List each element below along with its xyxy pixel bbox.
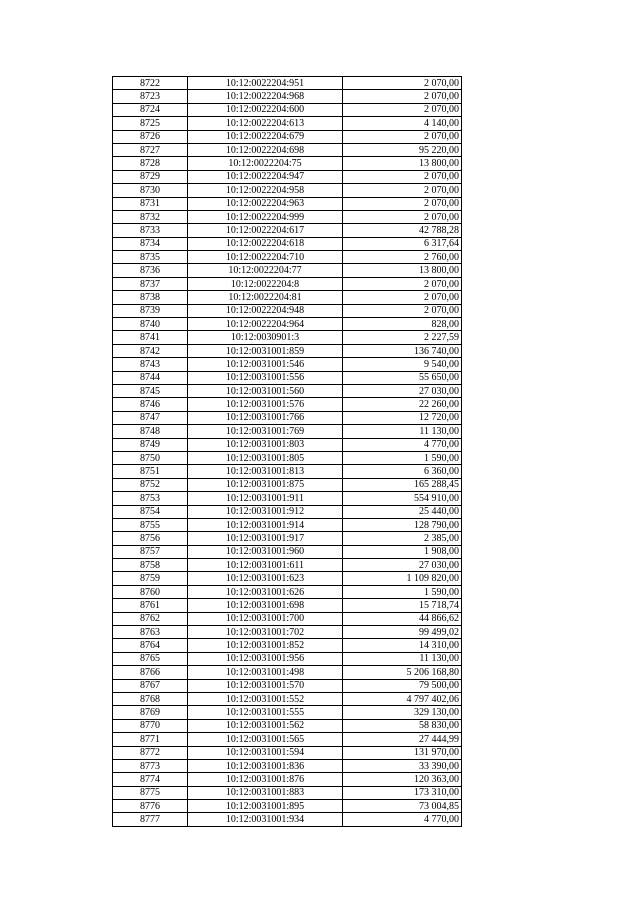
row-number-cell: 8766	[113, 666, 188, 679]
amount-cell: 42 788,28	[343, 224, 462, 237]
table-row	[113, 438, 462, 451]
table-row	[113, 210, 462, 223]
amount-cell: 2 070,00	[343, 197, 462, 210]
cadastral-number-cell: 10:12:0031001:556	[188, 371, 343, 384]
table-row	[113, 237, 462, 250]
cadastral-number-cell: 10:12:0031001:698	[188, 599, 343, 612]
cadastral-number-cell: 10:12:0022204:948	[188, 304, 343, 317]
cadastral-number-cell: 10:12:0031001:546	[188, 358, 343, 371]
table-body	[113, 77, 462, 827]
amount-cell: 173 310,00	[343, 786, 462, 799]
row-number-cell: 8765	[113, 652, 188, 665]
amount-cell: 13 800,00	[343, 264, 462, 277]
row-number-cell: 8742	[113, 344, 188, 357]
amount-cell: 1 908,00	[343, 545, 462, 558]
row-number-cell: 8748	[113, 425, 188, 438]
amount-cell: 6 317,64	[343, 237, 462, 250]
row-number-cell: 8723	[113, 90, 188, 103]
row-number-cell: 8759	[113, 572, 188, 585]
cadastral-number-cell: 10:12:0031001:836	[188, 759, 343, 772]
amount-cell: 4 797 402,06	[343, 692, 462, 705]
cadastral-number-cell: 10:12:0031001:766	[188, 411, 343, 424]
row-number-cell: 8749	[113, 438, 188, 451]
row-number-cell: 8756	[113, 532, 188, 545]
cadastral-number-cell: 10:12:0022204:968	[188, 90, 343, 103]
row-number-cell: 8734	[113, 237, 188, 250]
table-row	[113, 224, 462, 237]
row-number-cell: 8770	[113, 719, 188, 732]
table-row	[113, 733, 462, 746]
cadastral-number-cell: 10:12:0031001:852	[188, 639, 343, 652]
table-row	[113, 626, 462, 639]
table-row	[113, 291, 462, 304]
table-row	[113, 759, 462, 772]
cadastral-number-cell: 10:12:0031001:917	[188, 532, 343, 545]
cadastral-number-cell: 10:12:0022204:613	[188, 117, 343, 130]
table-row	[113, 773, 462, 786]
row-number-cell: 8777	[113, 813, 188, 826]
amount-cell: 58 830,00	[343, 719, 462, 732]
amount-cell: 2 760,00	[343, 251, 462, 264]
amount-cell: 79 500,00	[343, 679, 462, 692]
cadastral-number-cell: 10:12:0031001:594	[188, 746, 343, 759]
amount-cell: 136 740,00	[343, 344, 462, 357]
table-row	[113, 277, 462, 290]
row-number-cell: 8763	[113, 626, 188, 639]
cadastral-number-cell: 10:12:0031001:956	[188, 652, 343, 665]
table-row	[113, 559, 462, 572]
amount-cell: 99 499,02	[343, 626, 462, 639]
row-number-cell: 8767	[113, 679, 188, 692]
cadastral-number-cell: 10:12:0031001:876	[188, 773, 343, 786]
row-number-cell: 8722	[113, 77, 188, 90]
amount-cell: 33 390,00	[343, 759, 462, 772]
row-number-cell: 8725	[113, 117, 188, 130]
cadastral-number-cell: 10:12:0031001:570	[188, 679, 343, 692]
row-number-cell: 8724	[113, 103, 188, 116]
cadastral-number-cell: 10:12:0030901:3	[188, 331, 343, 344]
row-number-cell: 8776	[113, 800, 188, 813]
cadastral-number-cell: 10:12:0031001:883	[188, 786, 343, 799]
amount-cell: 9 540,00	[343, 358, 462, 371]
table-row	[113, 425, 462, 438]
table-row	[113, 398, 462, 411]
cadastral-number-cell: 10:12:0022204:710	[188, 251, 343, 264]
cadastral-number-cell: 10:12:0031001:805	[188, 451, 343, 464]
cadastral-number-cell: 10:12:0022204:958	[188, 184, 343, 197]
table-row	[113, 371, 462, 384]
amount-cell: 1 590,00	[343, 451, 462, 464]
cadastral-number-cell: 10:12:0031001:626	[188, 585, 343, 598]
table-row	[113, 77, 462, 90]
table-row	[113, 90, 462, 103]
row-number-cell: 8739	[113, 304, 188, 317]
table-row	[113, 344, 462, 357]
table-row	[113, 505, 462, 518]
row-number-cell: 8751	[113, 465, 188, 478]
row-number-cell: 8768	[113, 692, 188, 705]
row-number-cell: 8772	[113, 746, 188, 759]
cadastral-number-cell: 10:12:0031001:611	[188, 559, 343, 572]
cadastral-number-cell: 10:12:0031001:912	[188, 505, 343, 518]
cadastral-number-cell: 10:12:0031001:895	[188, 800, 343, 813]
row-number-cell: 8729	[113, 170, 188, 183]
cadastral-number-cell: 10:12:0022204:75	[188, 157, 343, 170]
amount-cell: 55 650,00	[343, 371, 462, 384]
row-number-cell: 8750	[113, 451, 188, 464]
row-number-cell: 8764	[113, 639, 188, 652]
table-row	[113, 652, 462, 665]
row-number-cell: 8733	[113, 224, 188, 237]
row-number-cell: 8758	[113, 559, 188, 572]
amount-cell: 1 590,00	[343, 585, 462, 598]
row-number-cell: 8752	[113, 478, 188, 491]
table-row	[113, 197, 462, 210]
row-number-cell: 8745	[113, 384, 188, 397]
cadastral-number-cell: 10:12:0031001:700	[188, 612, 343, 625]
row-number-cell: 8773	[113, 759, 188, 772]
amount-cell: 5 206 168,80	[343, 666, 462, 679]
amount-cell: 2 070,00	[343, 170, 462, 183]
row-number-cell: 8735	[113, 251, 188, 264]
amount-cell: 828,00	[343, 318, 462, 331]
table-row	[113, 411, 462, 424]
amount-cell: 2 070,00	[343, 291, 462, 304]
amount-cell: 27 030,00	[343, 384, 462, 397]
cadastral-number-cell: 10:12:0031001:803	[188, 438, 343, 451]
row-number-cell: 8754	[113, 505, 188, 518]
cadastral-number-cell: 10:12:0022204:963	[188, 197, 343, 210]
row-number-cell: 8728	[113, 157, 188, 170]
table-row	[113, 331, 462, 344]
row-number-cell: 8757	[113, 545, 188, 558]
table-row	[113, 679, 462, 692]
table-row	[113, 666, 462, 679]
cadastral-number-cell: 10:12:0022204:8	[188, 277, 343, 290]
table-row	[113, 518, 462, 531]
row-number-cell: 8740	[113, 318, 188, 331]
amount-cell: 2 227,59	[343, 331, 462, 344]
row-number-cell: 8747	[113, 411, 188, 424]
table-row	[113, 264, 462, 277]
amount-cell: 11 130,00	[343, 425, 462, 438]
amount-cell: 2 070,00	[343, 90, 462, 103]
table-row	[113, 117, 462, 130]
row-number-cell: 8737	[113, 277, 188, 290]
row-number-cell: 8762	[113, 612, 188, 625]
amount-cell: 95 220,00	[343, 143, 462, 156]
amount-cell: 4 140,00	[343, 117, 462, 130]
table-row	[113, 358, 462, 371]
cadastral-number-cell: 10:12:0031001:498	[188, 666, 343, 679]
cadastral-number-cell: 10:12:0022204:600	[188, 103, 343, 116]
row-number-cell: 8731	[113, 197, 188, 210]
cadastral-number-cell: 10:12:0031001:576	[188, 398, 343, 411]
amount-cell: 2 070,00	[343, 277, 462, 290]
amount-cell: 15 718,74	[343, 599, 462, 612]
cadastral-number-cell: 10:12:0022204:81	[188, 291, 343, 304]
table-row	[113, 692, 462, 705]
amount-cell: 554 910,00	[343, 492, 462, 505]
table-row	[113, 170, 462, 183]
table-row	[113, 612, 462, 625]
table-row	[113, 813, 462, 826]
table-row	[113, 706, 462, 719]
cadastral-number-cell: 10:12:0022204:964	[188, 318, 343, 331]
amount-cell: 14 310,00	[343, 639, 462, 652]
row-number-cell: 8732	[113, 210, 188, 223]
cadastral-number-cell: 10:12:0031001:875	[188, 478, 343, 491]
cadastral-number-cell: 10:12:0022204:618	[188, 237, 343, 250]
table-row	[113, 478, 462, 491]
table-row	[113, 572, 462, 585]
amount-cell: 13 800,00	[343, 157, 462, 170]
cadastral-number-cell: 10:12:0022204:947	[188, 170, 343, 183]
table-row	[113, 318, 462, 331]
amount-cell: 27 030,00	[343, 559, 462, 572]
amount-cell: 131 970,00	[343, 746, 462, 759]
table-row	[113, 157, 462, 170]
amount-cell: 44 866,62	[343, 612, 462, 625]
table-row	[113, 800, 462, 813]
cadastral-number-cell: 10:12:0031001:914	[188, 518, 343, 531]
table-row	[113, 639, 462, 652]
amount-cell: 2 070,00	[343, 210, 462, 223]
amount-cell: 4 770,00	[343, 438, 462, 451]
table-row	[113, 103, 462, 116]
row-number-cell: 8760	[113, 585, 188, 598]
amount-cell: 6 360,00	[343, 465, 462, 478]
cadastral-number-cell: 10:12:0022204:698	[188, 143, 343, 156]
row-number-cell: 8736	[113, 264, 188, 277]
cadastral-number-cell: 10:12:0022204:77	[188, 264, 343, 277]
amount-cell: 1 109 820,00	[343, 572, 462, 585]
table-row	[113, 786, 462, 799]
table-row	[113, 304, 462, 317]
row-number-cell: 8761	[113, 599, 188, 612]
amount-cell: 2 385,00	[343, 532, 462, 545]
amount-cell: 329 130,00	[343, 706, 462, 719]
amount-cell: 2 070,00	[343, 304, 462, 317]
cadastral-number-cell: 10:12:0031001:560	[188, 384, 343, 397]
cadastral-number-cell: 10:12:0031001:813	[188, 465, 343, 478]
table-row	[113, 251, 462, 264]
cadastral-number-cell: 10:12:0022204:679	[188, 130, 343, 143]
amount-cell: 165 288,45	[343, 478, 462, 491]
table-row	[113, 143, 462, 156]
amount-cell: 2 070,00	[343, 77, 462, 90]
table-row	[113, 532, 462, 545]
cadastral-number-cell: 10:12:0031001:623	[188, 572, 343, 585]
amount-cell: 27 444,99	[343, 733, 462, 746]
row-number-cell: 8743	[113, 358, 188, 371]
amount-cell: 12 720,00	[343, 411, 462, 424]
cadastral-number-cell: 10:12:0022204:999	[188, 210, 343, 223]
table-row	[113, 184, 462, 197]
cadastral-number-cell: 10:12:0031001:960	[188, 545, 343, 558]
row-number-cell: 8726	[113, 130, 188, 143]
cadastral-number-cell: 10:12:0031001:552	[188, 692, 343, 705]
amount-cell: 4 770,00	[343, 813, 462, 826]
row-number-cell: 8730	[113, 184, 188, 197]
amount-cell: 73 004,85	[343, 800, 462, 813]
cadastral-number-cell: 10:12:0031001:562	[188, 719, 343, 732]
cadastral-number-cell: 10:12:0031001:565	[188, 733, 343, 746]
cadastral-number-cell: 10:12:0031001:555	[188, 706, 343, 719]
row-number-cell: 8738	[113, 291, 188, 304]
cadastral-number-cell: 10:12:0031001:769	[188, 425, 343, 438]
cadastral-number-cell: 10:12:0022204:951	[188, 77, 343, 90]
row-number-cell: 8771	[113, 733, 188, 746]
row-number-cell: 8755	[113, 518, 188, 531]
row-number-cell: 8727	[113, 143, 188, 156]
table-row	[113, 384, 462, 397]
table-row	[113, 719, 462, 732]
row-number-cell: 8746	[113, 398, 188, 411]
row-number-cell: 8775	[113, 786, 188, 799]
table-row	[113, 545, 462, 558]
amount-cell: 11 130,00	[343, 652, 462, 665]
amount-cell: 2 070,00	[343, 184, 462, 197]
amount-cell: 25 440,00	[343, 505, 462, 518]
table-row	[113, 451, 462, 464]
row-number-cell: 8753	[113, 492, 188, 505]
table-row	[113, 585, 462, 598]
table-row	[113, 130, 462, 143]
cadastral-number-cell: 10:12:0031001:702	[188, 626, 343, 639]
cadastral-number-cell: 10:12:0031001:911	[188, 492, 343, 505]
row-number-cell: 8769	[113, 706, 188, 719]
row-number-cell: 8774	[113, 773, 188, 786]
amount-cell: 22 260,00	[343, 398, 462, 411]
cadastral-number-cell: 10:12:0022204:617	[188, 224, 343, 237]
cadastral-number-cell: 10:12:0031001:859	[188, 344, 343, 357]
table-row	[113, 465, 462, 478]
cadastral-number-cell: 10:12:0031001:934	[188, 813, 343, 826]
amount-cell: 2 070,00	[343, 130, 462, 143]
amount-cell: 120 363,00	[343, 773, 462, 786]
table-row	[113, 492, 462, 505]
cadastral-value-table	[112, 76, 462, 827]
row-number-cell: 8741	[113, 331, 188, 344]
table-row	[113, 599, 462, 612]
amount-cell: 128 790,00	[343, 518, 462, 531]
row-number-cell: 8744	[113, 371, 188, 384]
amount-cell: 2 070,00	[343, 103, 462, 116]
table-row	[113, 746, 462, 759]
